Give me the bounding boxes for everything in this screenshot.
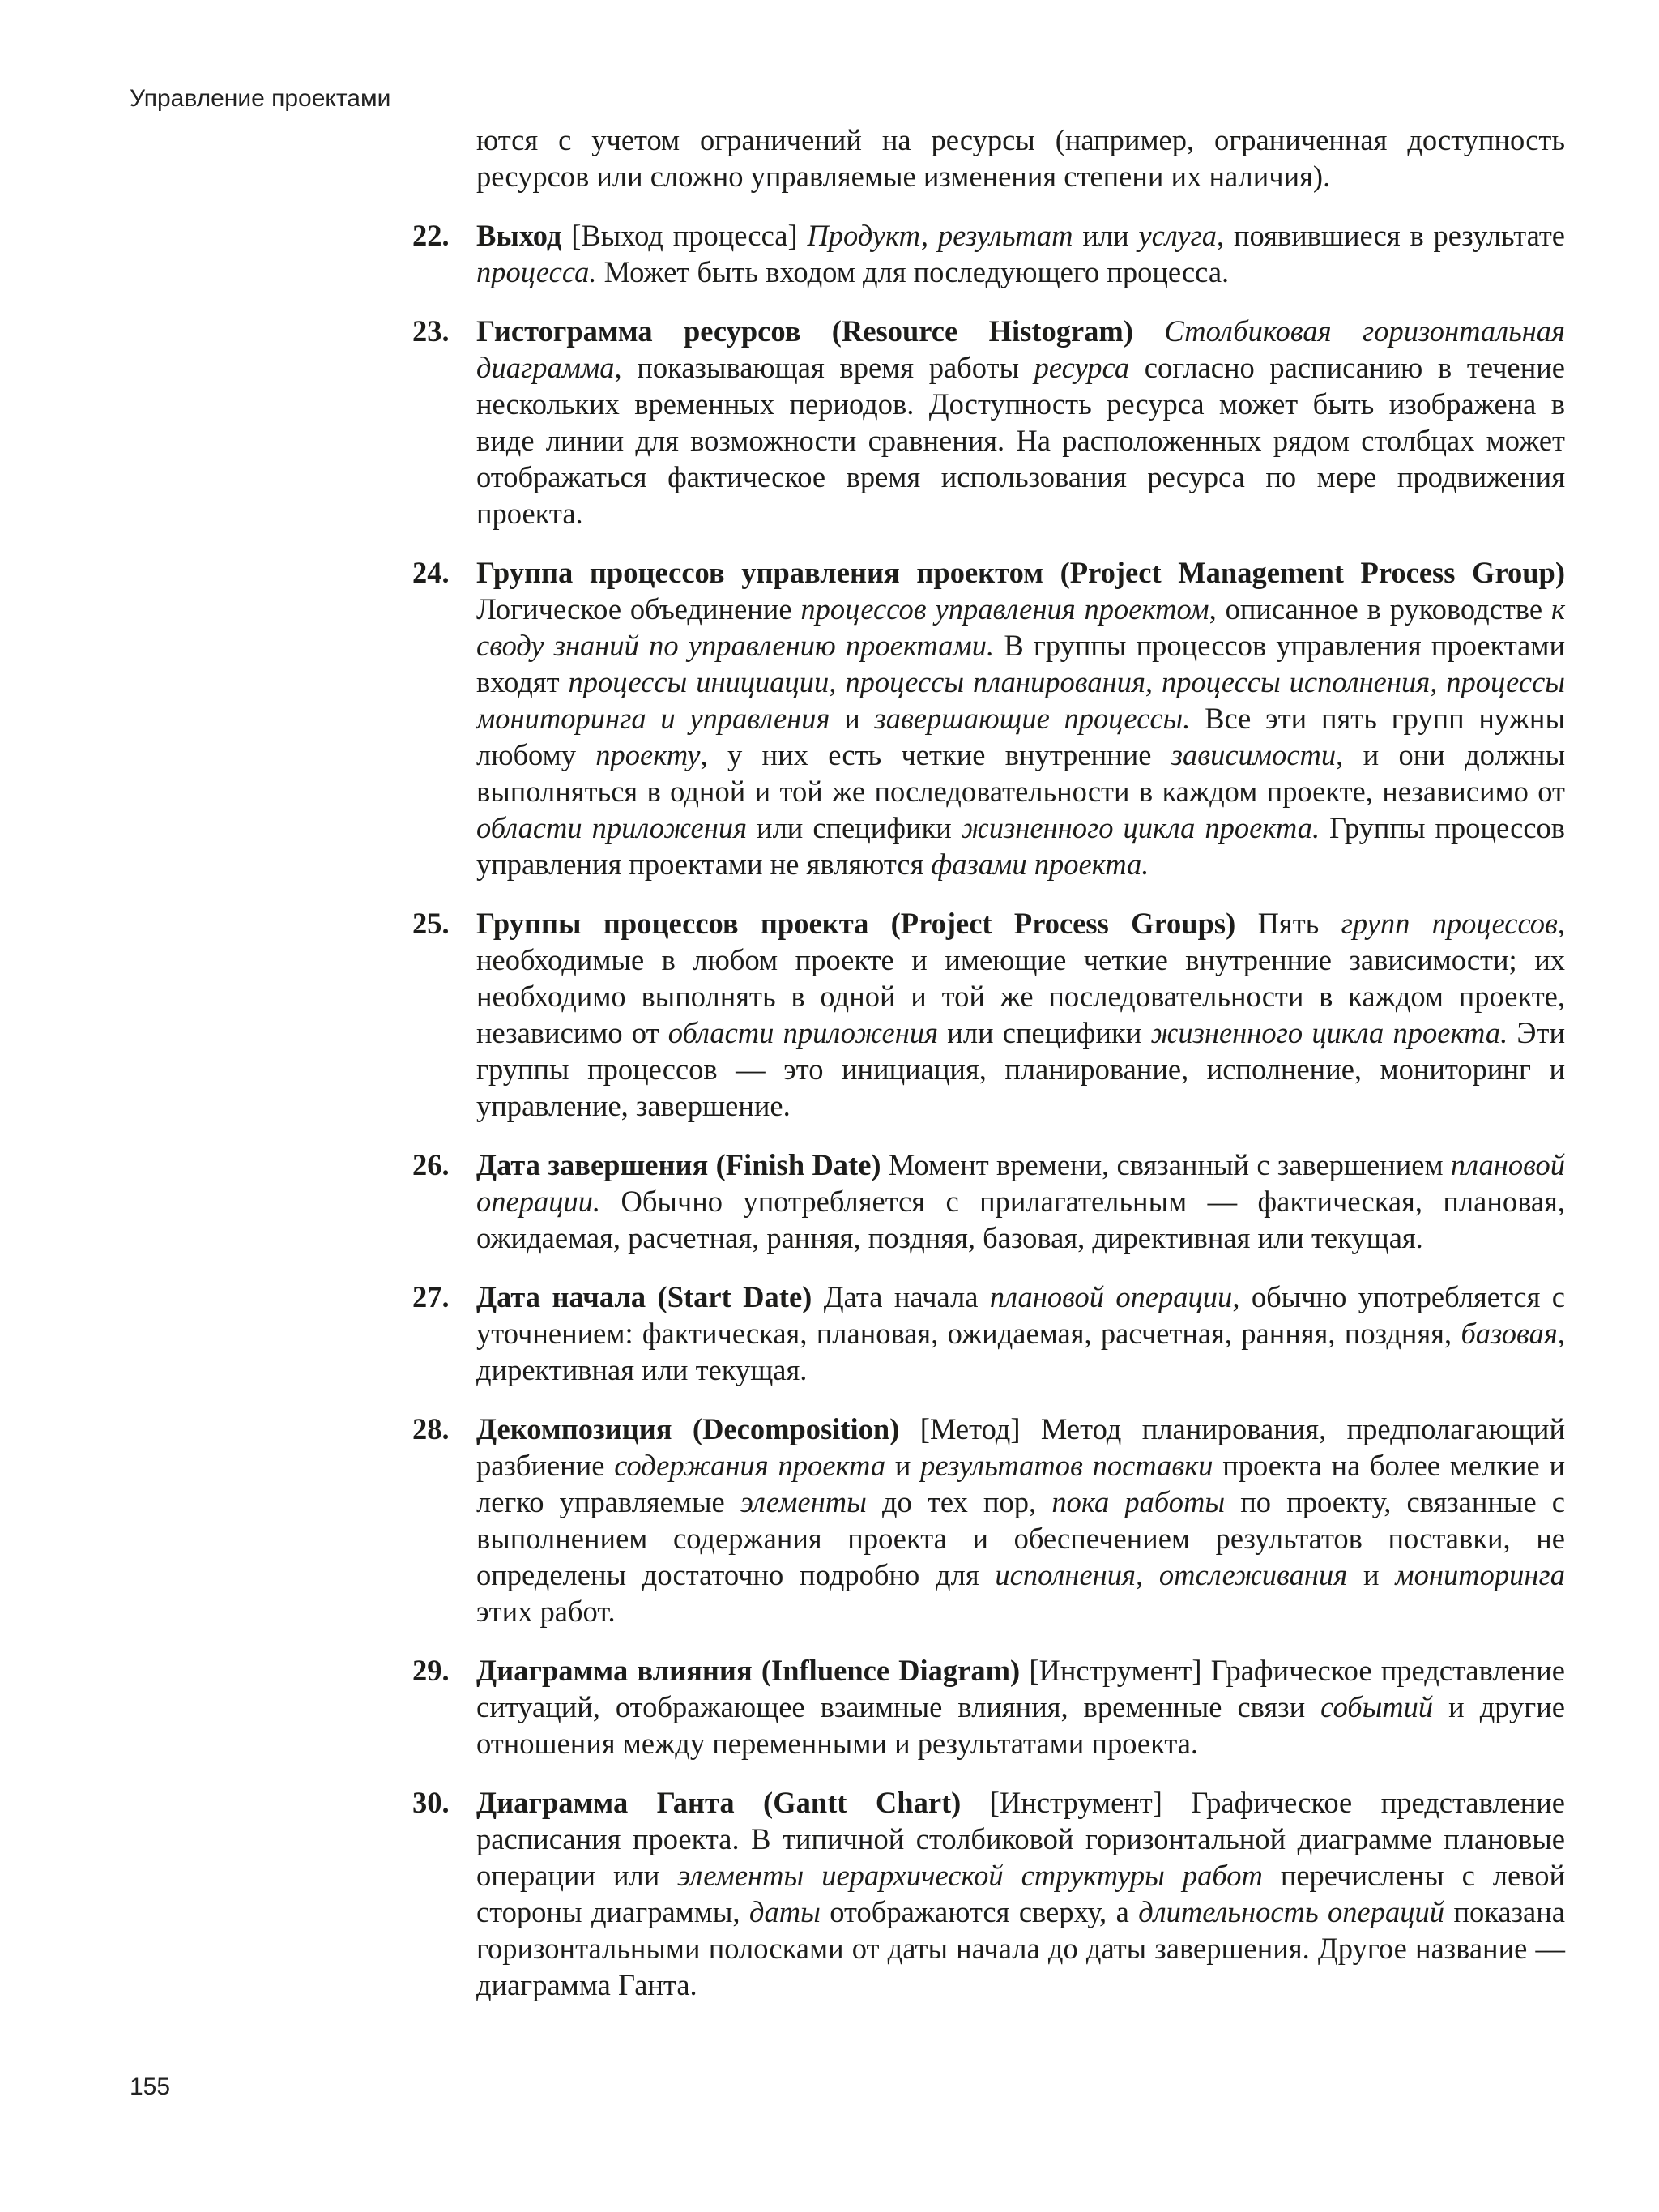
text-run: Дата начала	[812, 1280, 990, 1313]
italic-phrase: проекту	[595, 738, 701, 771]
entry-text	[476, 1786, 1565, 2001]
glossary-entry-22	[412, 217, 1565, 290]
text-run: Все эти пять групп нужны любому	[476, 702, 1565, 771]
text-run: по проекту, связанные с выполнением содержания проекта и обеспечением результатов поставки, не определены достаточно подробно для	[476, 1485, 1565, 1591]
text-run: проекта на более мелкие и легко управляемые	[476, 1449, 1565, 1518]
glossary-entry-24	[412, 554, 1565, 882]
entry-number: 29.	[412, 1654, 450, 1687]
text-run: Момент времени, связанный с завершением	[881, 1148, 1451, 1181]
text-run	[1133, 314, 1164, 348]
entry-text	[476, 1148, 1565, 1254]
text-run: [Метод] Метод планирования, предполагающий разбиение	[476, 1412, 1565, 1482]
italic-phrase: пока работы	[1051, 1485, 1226, 1518]
text-run: , описанное в руководстве	[1209, 592, 1551, 626]
glossary-entry-28	[412, 1411, 1565, 1629]
italic-phrase: ресурса	[1034, 351, 1130, 384]
entry-term: Группа процессов управления проектом (Project Management Process Group)	[476, 556, 1565, 589]
italic-phrase: жизненного цикла проекта.	[1150, 1016, 1508, 1049]
italic-phrase: жизненного цикла проекта.	[961, 811, 1320, 844]
text-run: , необходимые в любом проекте и имеющие четкие внутренние зависимости; их необходимо выполнять в одной и той же последовательности в каждом проекте, независимо от	[476, 907, 1565, 1049]
text-run: или специфики	[938, 1016, 1151, 1049]
italic-phrase: событий	[1320, 1690, 1434, 1723]
italic-phrase: групп процессов	[1341, 907, 1558, 940]
glossary-entry-25	[412, 905, 1565, 1124]
text-run: В группы процессов управления проектами входят	[476, 629, 1565, 698]
text-run: перечислены с левой стороны диаграммы,	[476, 1859, 1565, 1928]
text-run: показана горизонтальными полосками от даты начала до даты завершения. Другое название — диаграмма Ганта.	[476, 1895, 1565, 2001]
text-run: , появившиеся в результате	[1217, 219, 1566, 252]
italic-phrase: мониторинга	[1395, 1558, 1565, 1591]
running-head: Управление проектами	[130, 85, 391, 112]
continuation-paragraph	[476, 122, 1565, 194]
text-run: и	[830, 702, 875, 735]
entry-term: Диаграмма Ганта (Gantt Chart)	[476, 1786, 962, 1819]
entry-number: 26.	[412, 1148, 450, 1181]
entry-text	[476, 907, 1565, 1122]
entry-text	[476, 1654, 1565, 1760]
entry-text	[476, 556, 1565, 881]
text-run: согласно расписанию в течение нескольких временных периодов. Доступность ресурса может быть изображена в виде линии для возможности сравнения. На расположенных рядом столбцах может отображаться фактическое время использования ресурса по мере продвижения проекта.	[476, 351, 1565, 530]
text-run: отображаются сверху, а	[820, 1895, 1139, 1928]
italic-phrase: базовая	[1461, 1317, 1558, 1350]
glossary-entry-29	[412, 1652, 1565, 1761]
italic-phrase: области приложения	[476, 811, 748, 844]
italic-phrase: результатов поставки	[920, 1449, 1213, 1482]
italic-phrase: фазами проекта.	[931, 848, 1149, 881]
text-run: Группы процессов управления проектами не являются	[476, 811, 1566, 881]
italic-phrase: процессов управления проектом	[800, 592, 1209, 626]
entry-text	[476, 219, 1565, 288]
italic-phrase: Продукт, результат	[807, 219, 1073, 252]
entry-term: Дата начала (Start Date)	[476, 1280, 812, 1313]
text-run: [Инструмент] Графическое представление расписания проекта. В типичной столбиковой горизонтальной диаграмме плановые операции или	[476, 1786, 1565, 1892]
glossary-text	[412, 122, 1565, 2026]
italic-phrase: даты	[749, 1895, 821, 1928]
entry-number: 25.	[412, 907, 450, 940]
entry-term: Декомпозиция (Decomposition)	[476, 1412, 900, 1445]
text-run: Эти группы процессов — это инициация, планирование, исполнение, мониторинг и управление, завершение.	[476, 1016, 1565, 1122]
italic-phrase: области приложения	[667, 1016, 939, 1049]
text-run: , директивная или текущая.	[476, 1317, 1565, 1386]
entry-text	[476, 314, 1565, 530]
italic-phrase: элементы иерархической структуры работ	[677, 1859, 1263, 1892]
text-run: этих работ.	[476, 1595, 616, 1628]
text-run: и другие отношения между переменными и результатами проекта.	[476, 1690, 1566, 1760]
glossary-entry-26	[412, 1147, 1565, 1256]
glossary-entry-30	[412, 1784, 1565, 2003]
italic-phrase: Столбиковая горизонтальная диаграмма	[476, 314, 1566, 384]
italic-phrase: элементы	[740, 1485, 867, 1518]
entry-number: 23.	[412, 314, 450, 348]
entry-number: 28.	[412, 1412, 450, 1445]
italic-phrase: к своду знаний по управлению проектами.	[476, 592, 1565, 662]
text-run: Логическое объединение	[476, 592, 801, 626]
entry-number: 22.	[412, 219, 450, 252]
entry-term: Дата завершения (Finish Date)	[476, 1148, 881, 1181]
italic-phrase: завершающие процессы.	[874, 702, 1191, 735]
entry-term: Выход	[476, 219, 562, 252]
text-run: или специфики	[747, 811, 962, 844]
italic-phrase: плановой операции	[989, 1280, 1233, 1313]
italic-phrase: зависимости	[1171, 738, 1337, 771]
entry-text	[476, 1280, 1565, 1386]
text-run: , обычно употребляется с уточнением: фактическая, плановая, ожидаемая, расчетная, ранняя, поздняя,	[476, 1280, 1565, 1350]
italic-phrase: процесса.	[476, 255, 597, 288]
text-run: и	[885, 1449, 921, 1482]
text-run: или	[1073, 219, 1139, 252]
text-run: [Инструмент] Графическое представление ситуаций, отображающее взаимные влияния, временные связи	[476, 1654, 1565, 1723]
entry-number: 27.	[412, 1280, 450, 1313]
entry-term: Группы процессов проекта (Project Process Groups)	[476, 907, 1236, 940]
italic-phrase: содержания проекта	[614, 1449, 886, 1482]
italic-phrase: исполнения, отслеживания	[995, 1558, 1348, 1591]
text-run: , показывающая время работы	[614, 351, 1034, 384]
text-run: Обычно употребляется с прилагательным — фактическая, плановая, ожидаемая, расчетная, ранняя, поздняя, базовая, директивная или текущая.	[476, 1185, 1565, 1254]
italic-phrase: длительность операций	[1138, 1895, 1444, 1928]
italic-phrase: процессы инициации, процессы планирования, процессы исполнения, процессы мониторинга и управления	[476, 665, 1566, 735]
text-run: Может быть входом для последующего процесса.	[596, 255, 1230, 288]
italic-phrase: плановой операции.	[476, 1148, 1565, 1218]
entry-term: Диаграмма влияния (Influence Diagram)	[476, 1654, 1021, 1687]
text-run: и	[1347, 1558, 1396, 1591]
glossary-entry-23	[412, 313, 1565, 532]
page-number: 155	[130, 2073, 171, 2100]
text-run: Пять	[1235, 907, 1341, 940]
text-run: до тех пор,	[866, 1485, 1052, 1518]
text-run: ются с учетом ограничений на ресурсы (например, ограниченная доступность ресурсов или сложно управляемые изменения степени их наличия).	[476, 123, 1565, 193]
entry-text	[476, 1412, 1565, 1628]
entry-number: 30.	[412, 1786, 450, 1819]
text-run: , и они должны выполняться в одной и той же последовательности в каждом проекте, независимо от	[476, 738, 1565, 808]
text-run: , у них есть четкие внутренние	[700, 738, 1171, 771]
text-run: [Выход процесса]	[561, 219, 808, 252]
glossary-entry-27	[412, 1279, 1565, 1388]
entry-number: 24.	[412, 556, 450, 589]
italic-phrase: услуга	[1138, 219, 1218, 252]
entry-term: Гистограмма ресурсов (Resource Histogram)	[476, 314, 1133, 348]
